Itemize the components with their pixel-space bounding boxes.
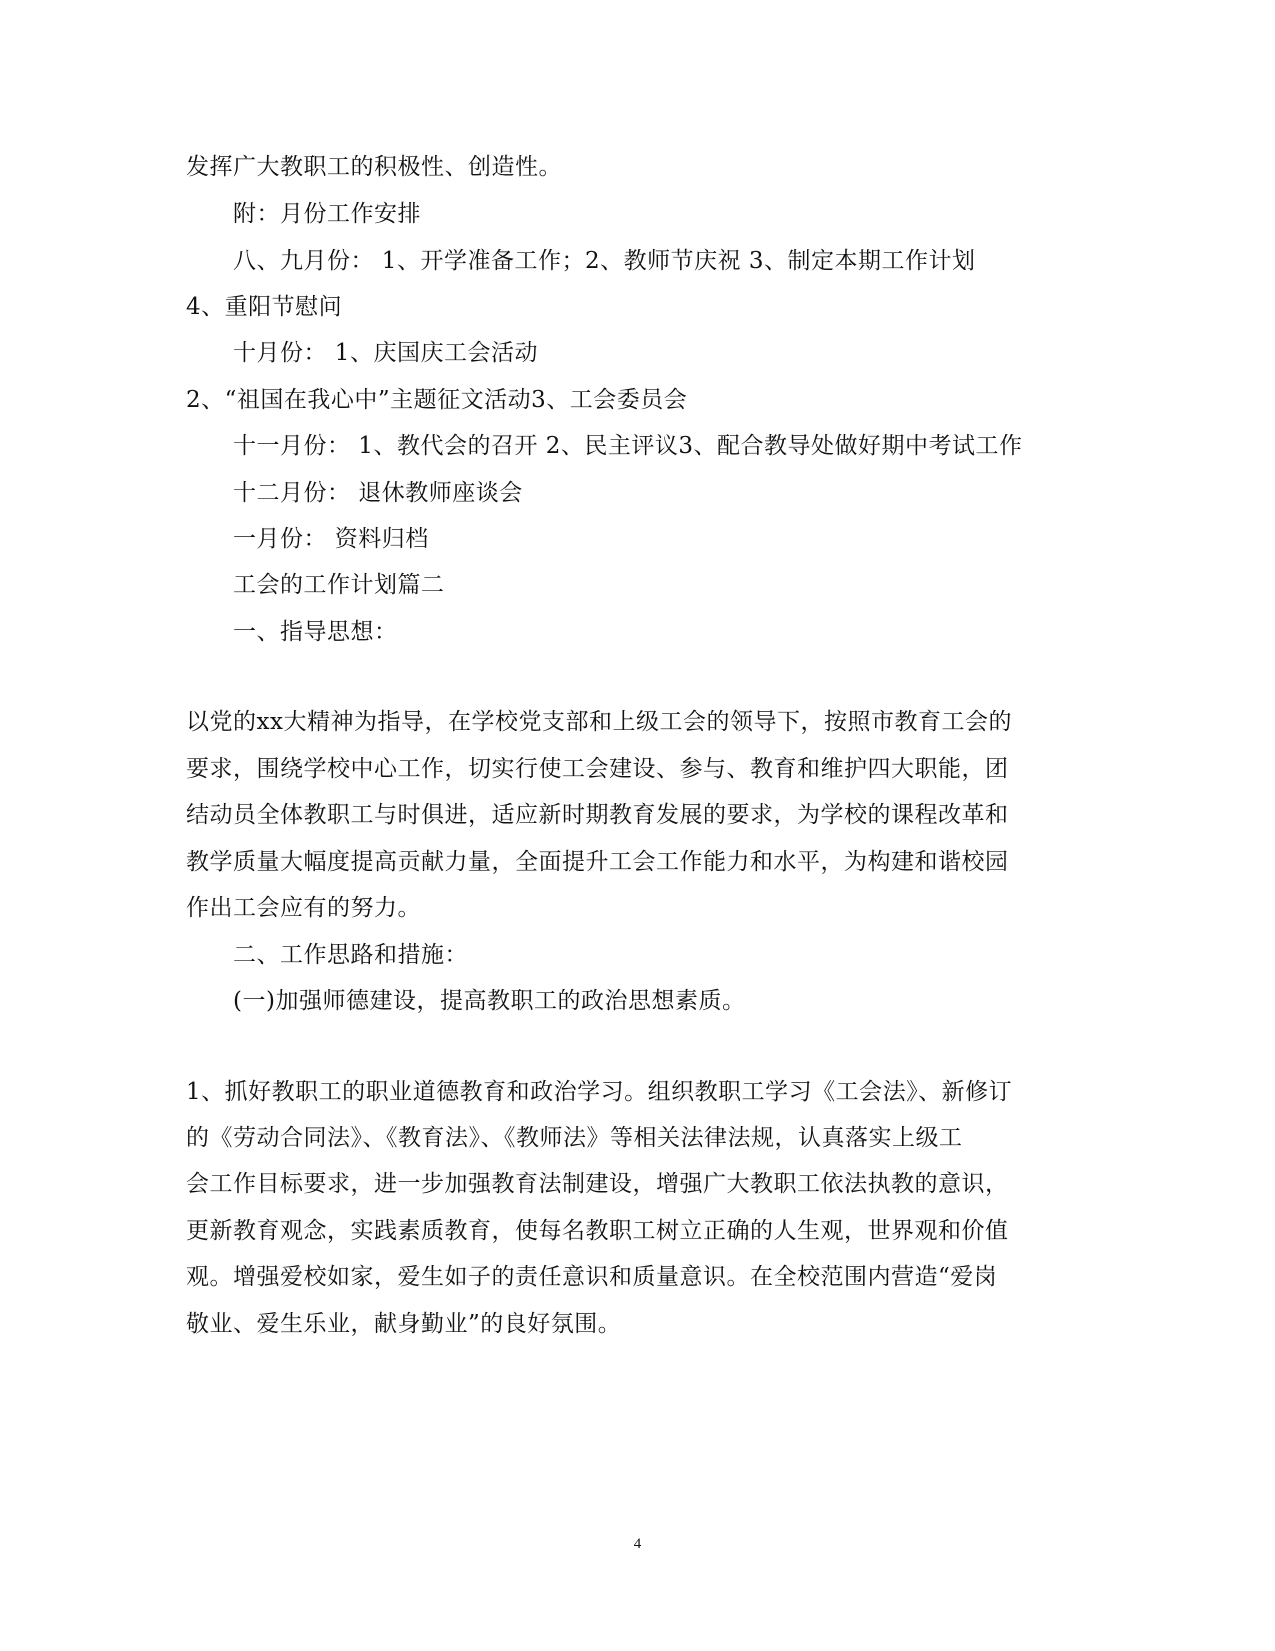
paragraph-line: 更新教育观念，实践素质教育，使每名教职工树立正确的人生观，世界观和价值 — [186, 1218, 1009, 1244]
paragraph-line: 一月份： 资料归档 — [233, 526, 429, 552]
section-heading: 二、工作思路和措施： — [233, 942, 468, 968]
paragraph-line: 2、“祖国在我心中”主题征文活动3、工会委员会 — [186, 387, 688, 413]
paragraph-line: 八、九月份： 1、开学准备工作；2、教师节庆祝 3、制定本期工作计划 — [233, 248, 976, 274]
paragraph-line: 十一月份： 1、教代会的召开 2、民主评议3、配合教导处做好期中考试工作 — [233, 433, 1023, 459]
paragraph-line: 作出工会应有的努力。 — [186, 895, 421, 921]
paragraph-line: 敬业、爱生乐业，献身勤业”的良好氛围。 — [186, 1311, 622, 1337]
paragraph-line: 十二月份： 退休教师座谈会 — [233, 480, 523, 506]
section-heading: (一)加强师德建设，提高教职工的政治思想素质。 — [233, 988, 746, 1014]
page-number: 4 — [633, 1536, 642, 1552]
paragraph-line: 4、重阳节慰问 — [186, 294, 343, 320]
paragraph-line: 1、抓好教职工的职业道德教育和政治学习。组织教职工学习《工会法》、新修订 — [186, 1079, 1013, 1105]
section-heading: 工会的工作计划篇二 — [233, 572, 445, 598]
paragraph-line: 的《劳动合同法》、《教育法》、《教师法》等相关法律法规，认真落实上级工 — [186, 1125, 963, 1151]
paragraph-line: 观。增强爱校如家，爱生如子的责任意识和质量意识。在全校范围内营造“爱岗 — [186, 1264, 998, 1290]
paragraph-line: 结动员全体教职工与时俱进，适应新时期教育发展的要求，为学校的课程改革和 — [186, 802, 1009, 828]
paragraph-line: 会工作目标要求，进一步加强教育法制建设，增强广大教职工依法执教的意识， — [186, 1171, 1009, 1197]
paragraph-line: 以党的xx大精神为指导，在学校党支部和上级工会的领导下，按照市教育工会的 — [186, 709, 1012, 735]
paragraph-line: 教学质量大幅度提高贡献力量，全面提升工会工作能力和水平，为构建和谐校园 — [186, 849, 1009, 875]
section-heading: 一、指导思想： — [233, 619, 398, 645]
paragraph-line: 十月份： 1、庆国庆工会活动 — [233, 340, 538, 366]
paragraph-line: 附：月份工作安排 — [233, 201, 421, 227]
paragraph-line: 要求，围绕学校中心工作，切实行使工会建设、参与、教育和维护四大职能，团 — [186, 756, 1009, 782]
paragraph-line: 发挥广大教职工的积极性、创造性。 — [186, 154, 562, 180]
